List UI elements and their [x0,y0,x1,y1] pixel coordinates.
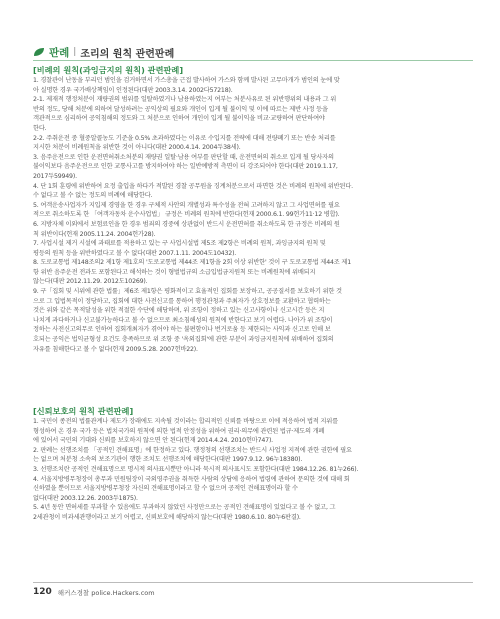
text-line: 3. 음주운전으로 인한 운전면허취소처분의 재량권 일탈·남용 여부를 판단할 때, 운전면허의 취소로 입게 될 당사자의 [33,153,334,161]
text-line: 으로 그 입법목적이 정당하고, 집회에 대한 사전신고를 통하여 행정관청과 주최자가 상호정보를 교환하고 협력하는 [33,297,331,305]
text-line: 2-1. 제재적 행정처분이 재량권의 범위를 일탈하였거나 남용하였는지 여부는 처분사유로 된 위반행위의 내용과 그 위 [33,96,337,104]
text-line: 는 없으며 처분청 소속의 보조기관이 행한 조치도 선행조치에 해당한다(대판 1997.9.12. 96누18380). [33,456,303,464]
section-title-bar [33,43,473,61]
text-line: 적으로 취소하도록 한 「여객자동차 운수사업법」 규정은 비례의 원칙에 반한다(헌재 2000.6.1. 99헌가11·12 병합). [33,211,340,219]
footer-brand: 해커스경찰 police.Hackers.com [57,588,155,597]
trust-protection-section [33,405,476,523]
text-line: 1. 국민이 종전의 법률관계나 제도가 장래에도 지속될 것이라는 합리적인 신뢰를 바탕으로 이에 적응하여 법적 지위를 [33,418,338,425]
text-line: 않는다(대판 2012.11.29. 2012도10269). [33,278,148,286]
text-line: 것은 위와 같은 목적달성을 위한 적절한 수단에 해당하며, 위 조항이 정하고 있는 신고사항이나 신고시간 등은 지 [33,307,325,315]
text-line: 항 위반 음주운전 전과도 포함된다고 해석하는 것이 형벌법규의 소급입법금지원칙 또는 비례원칙에 위배되지 [33,268,316,276]
text-line: 불이익보다 음주운전으로 인한 교통사고를 방지하여야 하는 일반예방적 측면이 더 강조되어야 한다(대판 2019.1.17, [33,163,338,171]
page-footer [33,585,473,599]
section-heading: [비례의 원칙(과잉금지의 원칙) 관련판례] [33,65,184,75]
text-line: 2017두59949). [33,172,77,180]
text-line: 5. 4년 동안 면허세를 부과할 수 있음에도 부과하지 않았던 사정만으로는 공적인 견해표명이 있었다고 볼 수 없고, 그 [33,504,336,512]
case-list [33,76,476,354]
text-line: 정하는 사전신고의무로 인하여 집회개최자가 겪어야 하는 불편함이나 번거로움 등 제한되는 사익과 신고로 인해 보 [33,326,331,334]
case-list [33,417,476,523]
section-title: 조리의 원칙 관련판례 [80,48,175,60]
text-line: 수 없다고 볼 수 없는 정도의 비례에 해당한다. [33,192,153,200]
text-line: 객관적으로 심리하여 공익침해의 정도와 그 처분으로 인하여 개인이 입게 될 불이익을 비교·교량하여 판단하여야 [33,115,325,123]
text-line: 8. 도로교통법 제148조의2 제1항 제1호의 '도로교통법 제44조 제1항을 2회 이상 위반한' 것이 구 도로교통법 제44조 제1 [33,259,351,267]
text-line: 4. 단 1회 훈령에 위반하여 요정 출입을 하다가 적발된 경찰 공무원을 징계처분으로서 파면한 것은 비례의 원칙에 위반된다. [33,182,353,190]
badge-label: 판례 [49,46,70,59]
text-line: 나치게 과다하거나 신고불가능하다고 볼 수 없으므로 최소침해성의 원칙에 반한다고 보기 어렵다. 나아가 위 조항이 [33,316,333,324]
text-line: 2세관청이 비과세관행이라고 보기 어렵고, 신뢰보호에 해당하지 않는다(대판 1980.6.10. 80누6판결). [33,513,301,521]
text-line: 6. 지방자체 이외에서 보험료인을 한 경우 범죄의 경중에 상관없이 반드시 운전면허를 취소하도록 한 규정은 비례의 원 [33,220,340,228]
text-line: 3. 선행조치란 공적인 견해표명으로 명시적 의사표시뿐만 아니라 묵시적 의사표시도 포함한다(대판 1984.12.26. 81누266). [33,465,359,473]
text-line: 평등의 원칙 등을 위반하였다고 볼 수 없다(대판 2007.1.11. 2004도10432). [33,249,237,257]
text-line: 7. 사업시설 제거 시설에 과태료를 적용하고 있는 구 사업시설법 제5조 제2항은 비례의 원칙, 과잉금지의 원칙 및 [33,240,326,248]
text-line: 9. 구「집회 및 시위에 관한 법률」제6조 제1항은 평화적이고 효율적인 집회를 보장하고, 공공질서를 보호하기 위한 것 [33,288,342,296]
title-separator: | [73,47,77,57]
text-line: 반의 정도, 당해 처분에 의하여 달성하려는 공익상의 필요와 개인이 입게 될 불이익 및 이에 따르는 제반 사정 등을 [33,105,328,113]
text-line: 1. 경찰관이 난동을 부리던 범인을 검거하면서 가스총을 근접 발사하여 가스와 함께 발사된 고무마개가 범인의 눈에 맞 [33,77,340,84]
text-line: 아 실명한 경우 국가배상책임이 인정된다(대판 2003.3.14. 2002다57218). [33,86,233,94]
text-line: 2-2. 주취운전 중 혈중알콜농도 기준을 0.5% 초과하였다는 이유로 수입지를 전략에 대해 전량폐기 또는 반송 처리를 [33,134,336,142]
section-heading: [신뢰보호의 원칙 관련판례] [33,406,134,416]
text-line: 없다(대판 2003.12.26. 2003두1875). [33,494,138,502]
text-line: 형성하여 온 경우 국가 등은 법치국가의 원칙에 의한 법적 안정성을 위하여 권리·의무에 관련된 법규·제도의 개폐 [33,427,325,435]
text-line: 신하였을 뿐이므로 서울지방병무청장 자신의 견해표명이라고 할 수 없으며 공적인 견해표명이라 할 수 [33,485,298,493]
text-line: 2. 판례는 선행조치를 「공적인 견해표명」에 한정하고 있다. 행정청의 선행조치는 반드시 사업정 지적에 관한 권한에 필요 [33,446,352,454]
text-line: 호되는 공익은 법익균형성 요건도 충족하므로 위 조항 중 '옥외집회'에 관한 부분이 과잉금지원칙에 위배하여 집회의 [33,336,334,344]
text-line: 4. 서울지방병무청장이 총무과 민원팀장이 국외영주권을 취득한 사람의 상담에 응하여 법령에 관하여 문의한 것에 대해 회 [33,475,350,483]
proportionality-section [33,64,476,354]
title-divider [33,60,473,61]
leaf-icon [33,47,47,57]
page-number: 120 [33,587,52,597]
text-line: 칙 위반이다(헌재 2005.11.24. 2004헌가28). [33,230,156,238]
text-line: 한다. [33,124,47,132]
text-line: 에 있어서 국민의 기대와 신뢰를 보호하지 않으면 안 된다(헌재 2014.4.24. 2010헌마747). [33,437,273,445]
footer-divider [33,582,473,583]
text-line: 자유를 침해한다고 볼 수 없다(헌재 2009.5.28. 2007헌바22). [33,345,198,353]
text-line: 5. 여객운송사업자가 지입제 경영을 한 경우 구체적 사안의 개별성과 특수성을 전혀 고려하지 않고 그 사업면허를 필요 [33,201,340,209]
text-line: 지시한 처분이 비례원칙을 위반한 것이 아니다(대판 2000.4.14. 2004두38세). [33,144,241,152]
